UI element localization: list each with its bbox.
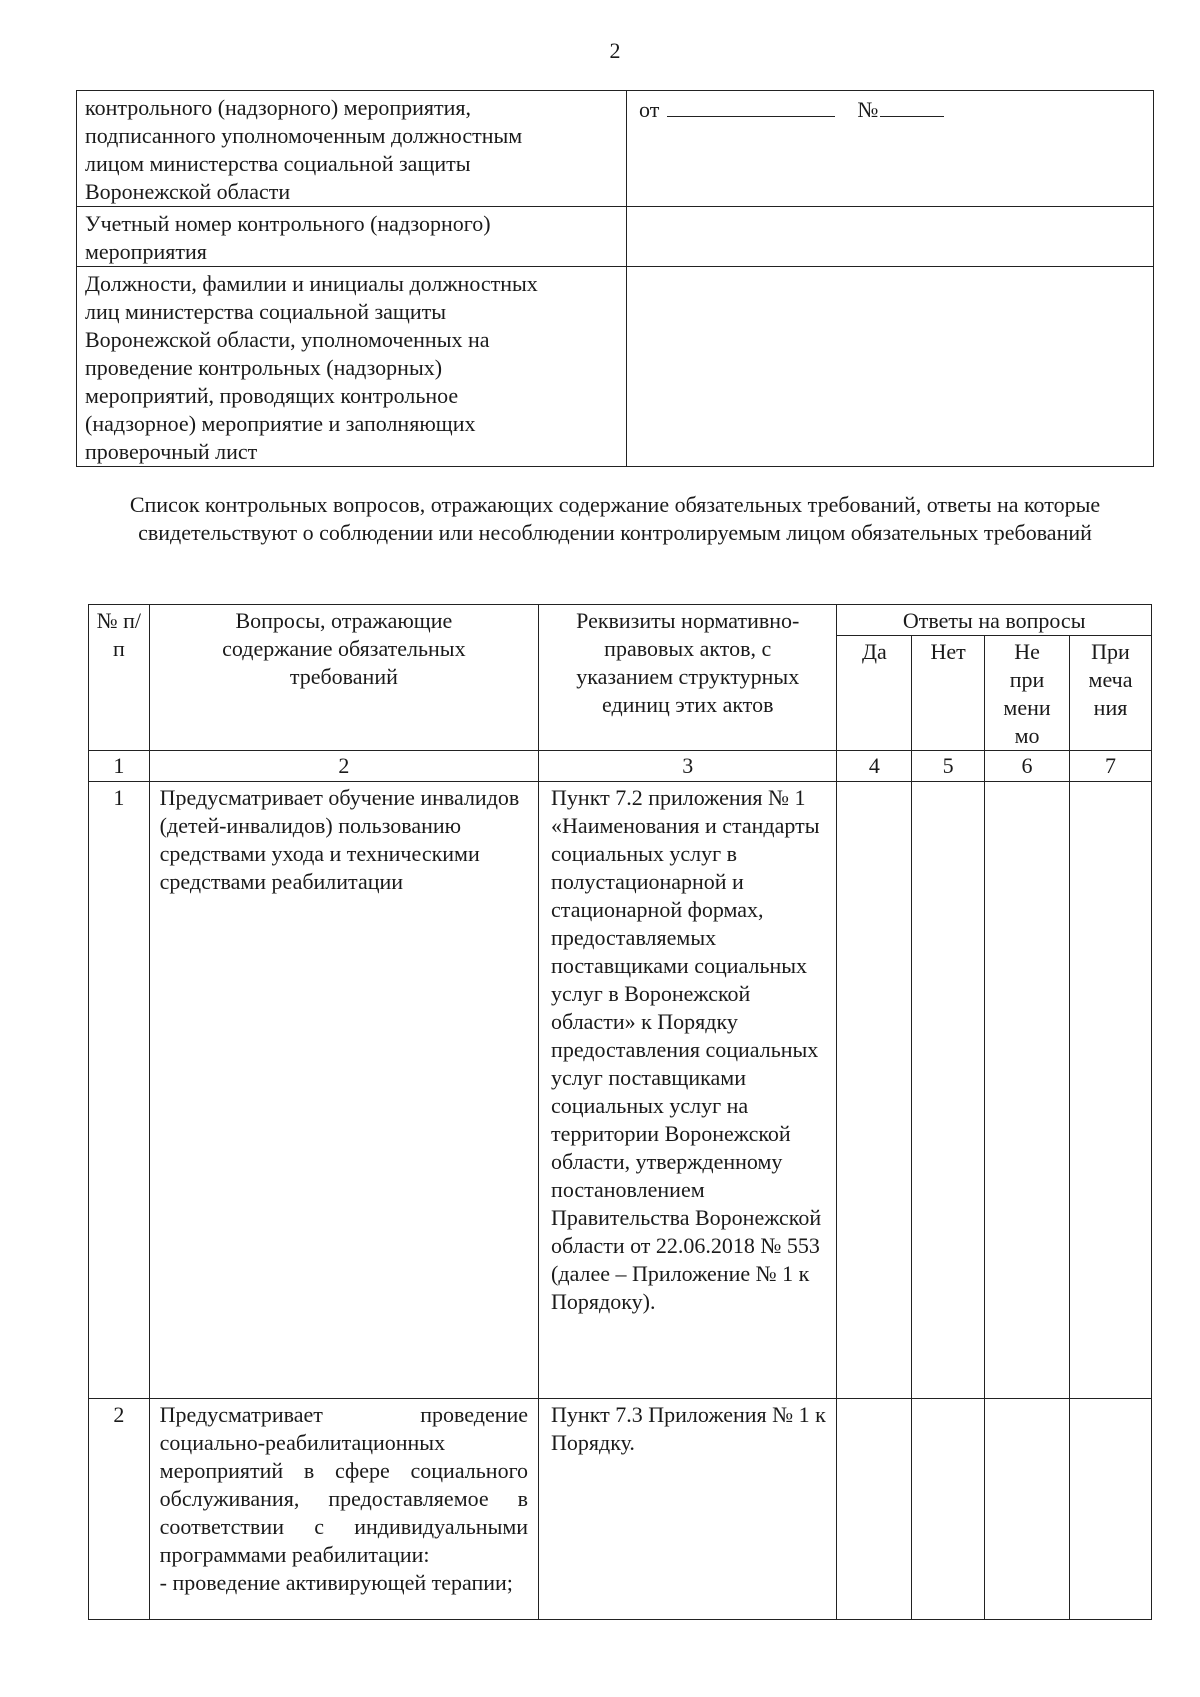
column-index: 7 xyxy=(1070,751,1152,782)
column-index: 2 xyxy=(149,751,538,782)
date-blank-field[interactable] xyxy=(667,94,835,117)
label-line: лиц министерства социальной защиты xyxy=(85,299,447,324)
reference-text: Пункт 7.2 приложения № 1 «Наименования и стандарты социальных услуг в полустационарной и стационарной формах, предоставляемых поставщиками социальных услуг в Воронежской области» к Порядку предоставления социальных услуг поставщиками социальных услуг на территории Воронежской области, утвержденному постановлением Правительства Воронежской области от 22.06.2018 № 553 (далее – Приложение № 1 к Порядоку). xyxy=(539,782,837,1399)
column-index: 6 xyxy=(985,751,1070,782)
info-label-account-number xyxy=(77,207,627,267)
label-line: проверочный лист xyxy=(85,439,258,464)
header-not-applicable: Не при мени мо xyxy=(985,636,1070,751)
table-row xyxy=(89,1399,1152,1620)
header-no: Нет xyxy=(912,636,985,751)
header-question: Вопросы, отражающие содержание обязательных требований xyxy=(149,605,538,751)
label-line: Учетный номер контрольного (надзорного) xyxy=(85,211,491,236)
question-text: Предусматривает обучение инвалидов (детей-инвалидов) пользованию средствами ухода и техническими средствами реабилитации xyxy=(149,782,538,1399)
column-index: 5 xyxy=(912,751,985,782)
answer-notes-cell[interactable] xyxy=(1070,782,1152,1399)
checklist-table xyxy=(88,604,1152,1620)
number-sign: № xyxy=(857,97,879,122)
label-line: мероприятий, проводящих контрольное xyxy=(85,383,459,408)
column-index: 3 xyxy=(539,751,837,782)
table-row xyxy=(77,207,1154,267)
inspection-info-table xyxy=(76,90,1154,467)
answer-no-cell[interactable] xyxy=(912,782,985,1399)
answer-not-applicable-cell[interactable] xyxy=(985,782,1070,1399)
info-label-act xyxy=(77,91,627,207)
table-header-row xyxy=(89,605,1152,636)
label-line: подписанного уполномоченным должностным xyxy=(85,123,523,148)
info-label-officials xyxy=(77,267,627,467)
date-prefix: от xyxy=(639,97,660,122)
header-answers: Ответы на вопросы xyxy=(837,605,1152,636)
header-reference: Реквизиты нормативно-правовых актов, с указанием структурных единиц этих актов xyxy=(539,605,837,751)
column-index-row xyxy=(89,751,1152,782)
label-line: мероприятия xyxy=(85,239,207,264)
row-number: 2 xyxy=(89,1399,150,1620)
header-num: № п/п xyxy=(89,605,150,751)
info-value-officials[interactable] xyxy=(627,267,1154,467)
question-item: - проведение активирующей терапии; xyxy=(159,1570,513,1595)
label-line: контрольного (надзорного) мероприятия, xyxy=(85,95,472,120)
page-number: 2 xyxy=(609,38,621,63)
label-line: Воронежской области xyxy=(85,179,291,204)
table-row xyxy=(89,782,1152,1399)
label-line: проведение контрольных (надзорных) xyxy=(85,355,443,380)
info-value-account-number[interactable] xyxy=(627,207,1154,267)
label-line: Воронежской области, уполномоченных на xyxy=(85,327,490,352)
checklist-title: Список контрольных вопросов, отражающих содержание обязательных требований, ответы на которые свидетельствуют о соблюдении или несоблюдении контролируемым лицом обязательных требований xyxy=(129,492,1101,545)
column-index: 1 xyxy=(89,751,150,782)
header-notes: При меча ния xyxy=(1070,636,1152,751)
label-line: Должности, фамилии и инициалы должностных xyxy=(85,271,538,296)
answer-yes-cell[interactable] xyxy=(837,1399,912,1620)
answer-notes-cell[interactable] xyxy=(1070,1399,1152,1620)
row-number: 1 xyxy=(89,782,150,1399)
question-text: Предусматривает проведение социально-реабилитационных мероприятий в сфере социального обслуживания, предоставляемое в соответствии с индивидуальными программами реабилитации: xyxy=(159,1402,529,1567)
question-cell xyxy=(149,1399,538,1620)
label-line: лицом министерства социальной защиты xyxy=(85,151,471,176)
answer-yes-cell[interactable] xyxy=(837,782,912,1399)
table-row xyxy=(77,267,1154,467)
reference-text: Пункт 7.3 Приложения № 1 к Порядку. xyxy=(539,1399,837,1620)
table-row xyxy=(77,91,1154,207)
number-blank-field[interactable] xyxy=(880,94,944,117)
label-line: (надзорное) мероприятие и заполняющих xyxy=(85,411,476,436)
info-value-act[interactable] xyxy=(627,91,1154,207)
header-yes: Да xyxy=(837,636,912,751)
column-index: 4 xyxy=(837,751,912,782)
answer-not-applicable-cell[interactable] xyxy=(985,1399,1070,1620)
answer-no-cell[interactable] xyxy=(912,1399,985,1620)
